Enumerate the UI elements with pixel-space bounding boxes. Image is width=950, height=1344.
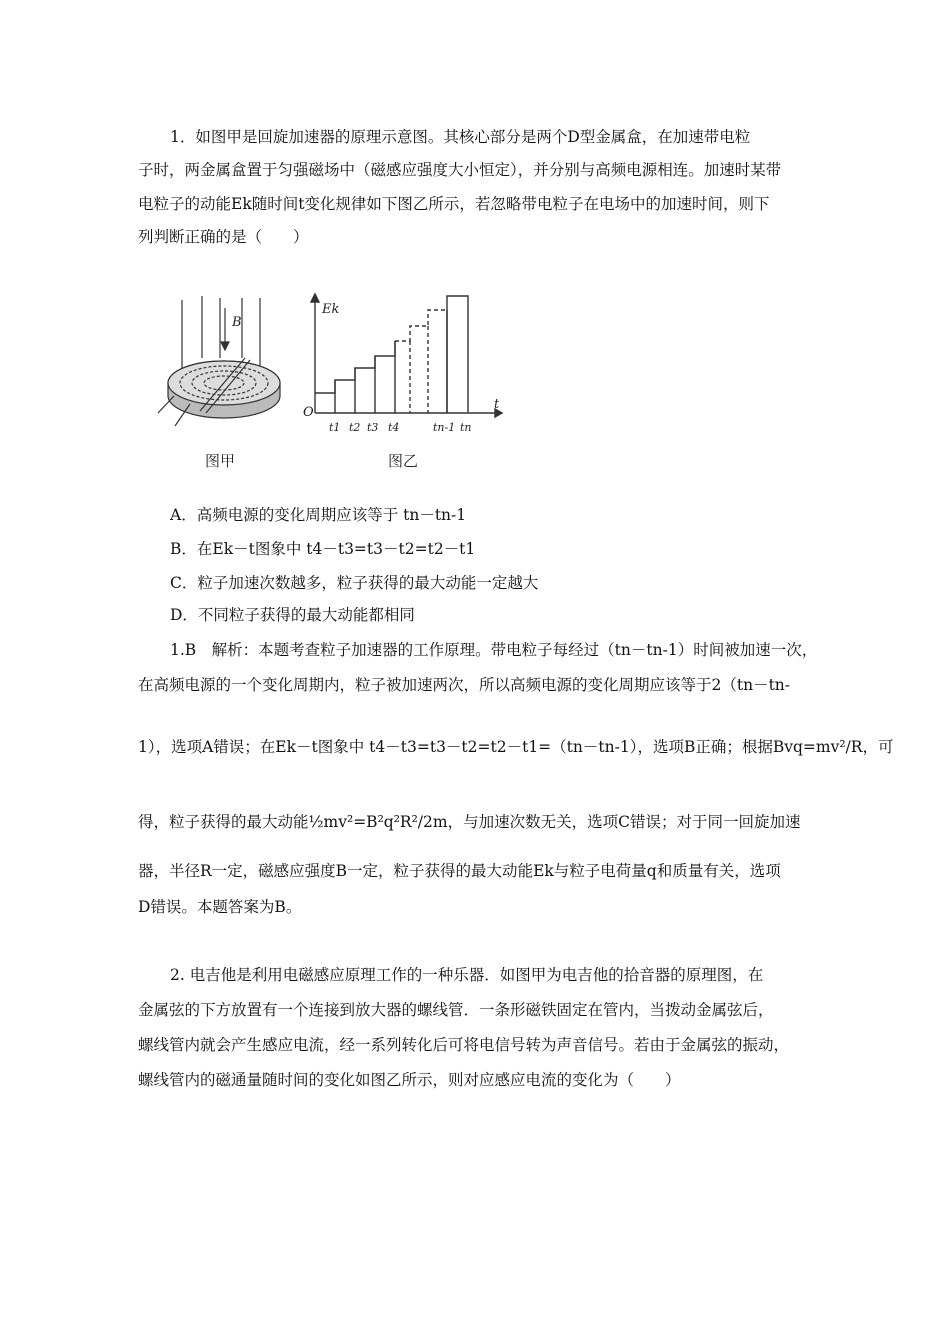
q2-stem-line-4: 螺线管内的磁通量随时间的变化如图乙所示，则对应感应电流的变化为（ ） (138, 1071, 681, 1089)
q1-analysis-line-4: 得，粒子获得的最大动能½mv²=B²q²R²/2m，与加速次数无关，选项C错误；对于同一回旋加速 (138, 813, 801, 831)
tick-label-t2: t2 (349, 421, 361, 434)
cyclotron-diagram (158, 296, 280, 426)
q2-stem-line-2: 金属弦的下方放置有一个连接到放大器的螺线管．一条形磁铁固定在管内，当拨动金属弦后， (138, 1001, 774, 1019)
tick-label-t3: t3 (367, 421, 379, 434)
q1-analysis-line-6: D错误。本题答案为B。 (138, 898, 302, 916)
q1-analysis-line-5: 器，半径R一定，磁感应强度B一定，粒子获得的最大动能Ek与粒子电荷量q和质量有关，选项 (138, 862, 781, 880)
q1-option-b: B．在Ek－t图象中 t4－t3=t3－t2=t2－t1 (170, 540, 476, 558)
q1-analysis-line-1: 1.B 解析：本题考查粒子加速器的工作原理。带电粒子每经过（tn－tn-1）时间被加速一次， (170, 641, 818, 659)
q1-analysis-line-3: 1），选项A错误；在Ek－t图象中 t4－t3=t3－t2=t2－t1=（tn－tn-1），选项B正确；根据Bvq=mv²/R，可 (138, 738, 894, 756)
q1-option-a: A．高频电源的变化周期应该等于 tn－tn-1 (170, 506, 467, 524)
y-axis-label: Ek (322, 302, 340, 317)
tick-label-t1: t1 (329, 421, 341, 434)
tick-label-t4: t4 (388, 421, 400, 434)
q1-analysis-line-2: 在高频电源的一个变化周期内，粒子被加速两次，所以高频电源的变化周期应该等于2（tn－tn- (138, 676, 791, 694)
tick-label-tn-1: tn-1 (433, 421, 456, 434)
q2-stem-line-3: 螺线管内就会产生感应电流，经一系列转化后可将电信号转为声音信号。若由于金属弦的振动， (138, 1036, 790, 1054)
right-figure-caption: 图乙 (388, 452, 419, 470)
tick-label-tn: tn (460, 421, 472, 434)
x-axis-label: t (494, 397, 500, 412)
q1-stem-line-3: 电粒子的动能Ek随时间t变化规律如下图乙所示，若忽略带电粒子在电场中的加速时间，则下 (138, 195, 770, 213)
q1-figure (150, 288, 510, 473)
left-figure-caption: 图甲 (205, 452, 236, 470)
q1-stem-line-2: 子时，两金属盒置于匀强磁场中（磁感应强度大小恒定），并分别与高频电源相连。加速时某带 (138, 161, 782, 179)
q1-stem-line-1: 1．如图甲是回旋加速器的原理示意图。其核心部分是两个D型金属盒，在加速带电粒 (170, 128, 751, 146)
ek-t-graph (311, 294, 502, 417)
field-label: B (232, 315, 242, 330)
q1-option-d: D．不同粒子获得的最大动能都相同 (170, 606, 415, 624)
origin-label: O (303, 405, 314, 420)
q2-stem-line-1: 2. 电吉他是利用电磁感应原理工作的一种乐器．如图甲为电吉他的拾音器的原理图，在 (170, 966, 764, 984)
q1-option-c: C．粒子加速次数越多，粒子获得的最大动能一定越大 (170, 574, 539, 592)
q1-stem-line-4: 列判断正确的是（ ） (138, 228, 309, 246)
